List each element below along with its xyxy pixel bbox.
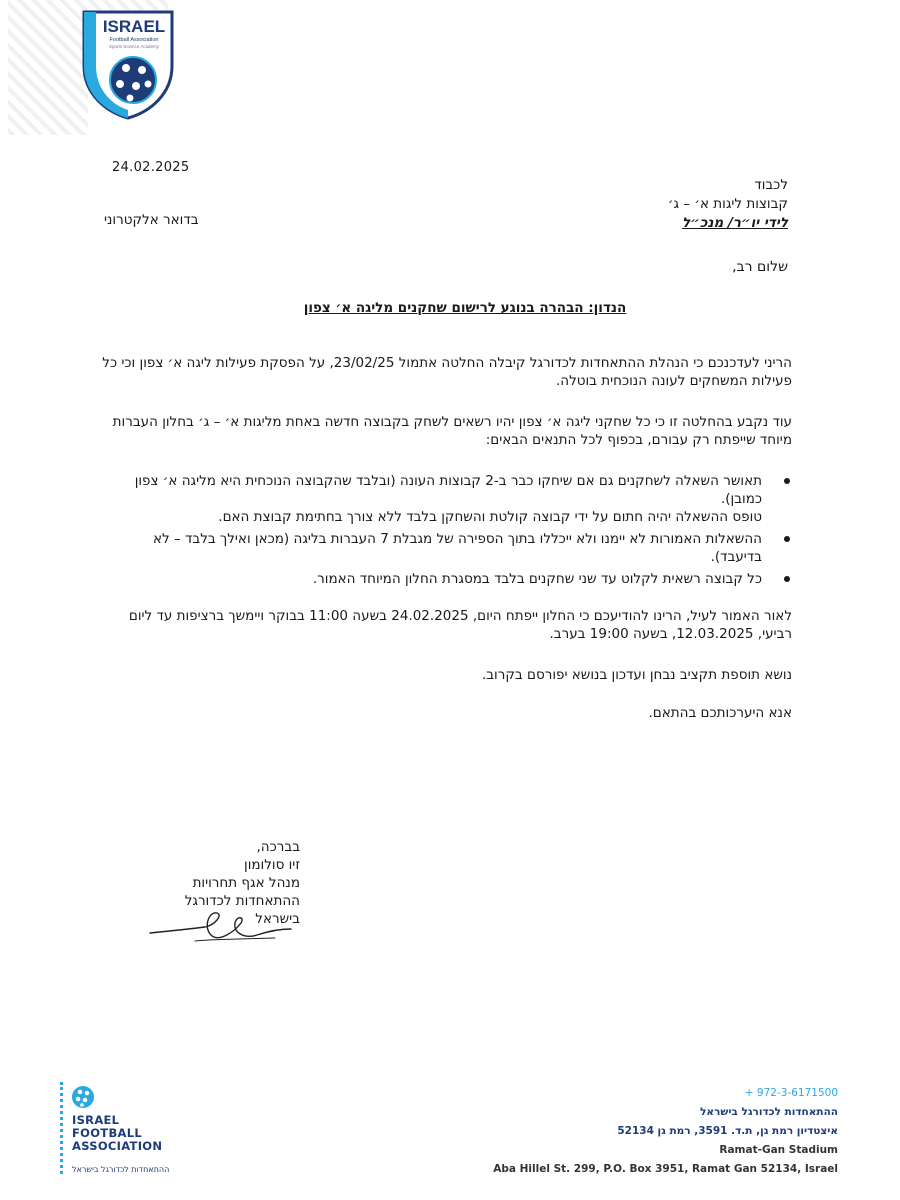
footer-address: Aba Hillel St. 299, P.O. Box 3951, Ramat Gan 52134, Israel <box>493 1163 838 1175</box>
list-item-text: ההשאלות האמורות לא יימנו ולא ייכללו בתוך הספירה של מגבלת 7 העברות בליגה (מכאן ואילך בלבד – לא בדיעבד). <box>153 531 762 565</box>
signoff-title: מנהל אגף תחרויות <box>192 875 300 891</box>
letter-date: 24.02.2025 <box>112 160 190 175</box>
svg-text:Sports Science Academy: Sports Science Academy <box>108 44 160 49</box>
bullet-icon <box>784 478 790 484</box>
signoff-closing: בברכה, <box>256 839 300 855</box>
body-paragraph-2: עוד נקבע בהחלטה זו כי כל שחקני ליגה א׳ צפון יהיו רשאים לשחק בקבוצה חדשה באחת מליגות א׳ – ג׳ בחלון העברות מיוחד שייפתח רק עבורם, בכפוף לכל התנאים הבאים: <box>112 414 792 448</box>
signoff-name: זיו סולומון <box>244 857 300 873</box>
list-item <box>102 472 792 508</box>
list-item <box>102 570 792 588</box>
bullet-icon <box>784 536 790 542</box>
body-paragraph-3: לאור האמור לעיל, הרינו להודיעכם כי החלון ייפתח היום, 24.02.2025 בשעה 11:00 בבוקר ויימשך ברציפות עד ליום רביעי, 12.03.2025, בשעה 19:00 בערב. <box>128 608 792 642</box>
letter-subject: הנדון: הבהרה בנוגע לרישום שחקנים מליגה א׳ צפון <box>303 300 627 316</box>
footer-org-name <box>72 1114 162 1153</box>
body-paragraph-5: אנא היערכותכם בהתאם. <box>648 705 792 721</box>
body-paragraph-1: הריני לעדכנכם כי הנהלת ההתאחדות לכדורגל קיבלה החלטה אתמול 23/02/25, על הפסקת פעילות ליגה א׳ צפון וכי כל פעילות המשחקים לעונה הנוכחית בוטלה. <box>102 355 792 389</box>
list-item-text: כל קבוצה רשאית לקלוט עד שני שחקנים בלבד במסגרת החלון המיוחד האמור. <box>312 571 762 587</box>
list-item-text: טופס ההשאלה יהיה חתום על ידי קבוצה קולטת והשחקן בלבד ללא צורך בחתימת קבוצת האם. <box>218 509 762 525</box>
footer-phone: + 972-3-6171500 <box>744 1087 838 1099</box>
list-item-text: תאושר השאלה לשחקנים גם אם שיחקו כבר ב-2 קבוצות העונה (ובלבד שהקבוצה הנוכחית היא מליגה א׳ צפון כמובן). <box>134 473 762 507</box>
footer-divider <box>60 1082 66 1174</box>
footer-org-hebrew: ההתאחדות לכדורגל בישראל <box>72 1165 170 1174</box>
svg-text:Football Association: Football Association <box>109 37 159 43</box>
footer-contact <box>478 1084 838 1179</box>
svg-text:ISRAEL: ISRAEL <box>102 17 166 36</box>
handwritten-signature-icon <box>145 905 295 950</box>
addressee-block <box>388 176 788 233</box>
ifa-shield-logo-icon <box>78 8 178 120</box>
letterhead-logo <box>8 0 198 135</box>
footer-org-line: ASSOCIATION <box>72 1139 163 1153</box>
conditions-list <box>102 472 792 592</box>
addressee-attention: לידי יו״ר/ מנכ״ל <box>682 215 788 231</box>
delivery-method: בדואר אלקטרוני <box>104 212 199 228</box>
list-item <box>102 508 792 526</box>
footer-org-line: ISRAEL <box>72 1113 120 1127</box>
greeting: שלום רב, <box>732 259 788 275</box>
list-item <box>102 530 792 566</box>
footer-hebrew-address: איצטדיון רמת גן, ת.ד. 3591, רמת גן 52134 <box>617 1125 838 1137</box>
footer-stadium: Ramat-Gan Stadium <box>719 1144 838 1156</box>
signoff-org: ההתאחדות לכדורגל בישראל <box>184 893 300 927</box>
body-paragraph-4: נושא תוספת תקציב נבחן ועדכון בנושא יפורסם בקרוב. <box>481 667 792 683</box>
bullet-icon <box>784 576 790 582</box>
footer-hebrew-name: ההתאחדות לכדורגל בישראל <box>700 1106 838 1118</box>
addressee-salutation: לכבוד <box>754 177 788 193</box>
addressee-recipients: קבוצות ליגות א׳ – ג׳ <box>667 196 788 212</box>
footer-org-line: FOOTBALL <box>72 1126 142 1140</box>
football-icon <box>70 1084 96 1110</box>
